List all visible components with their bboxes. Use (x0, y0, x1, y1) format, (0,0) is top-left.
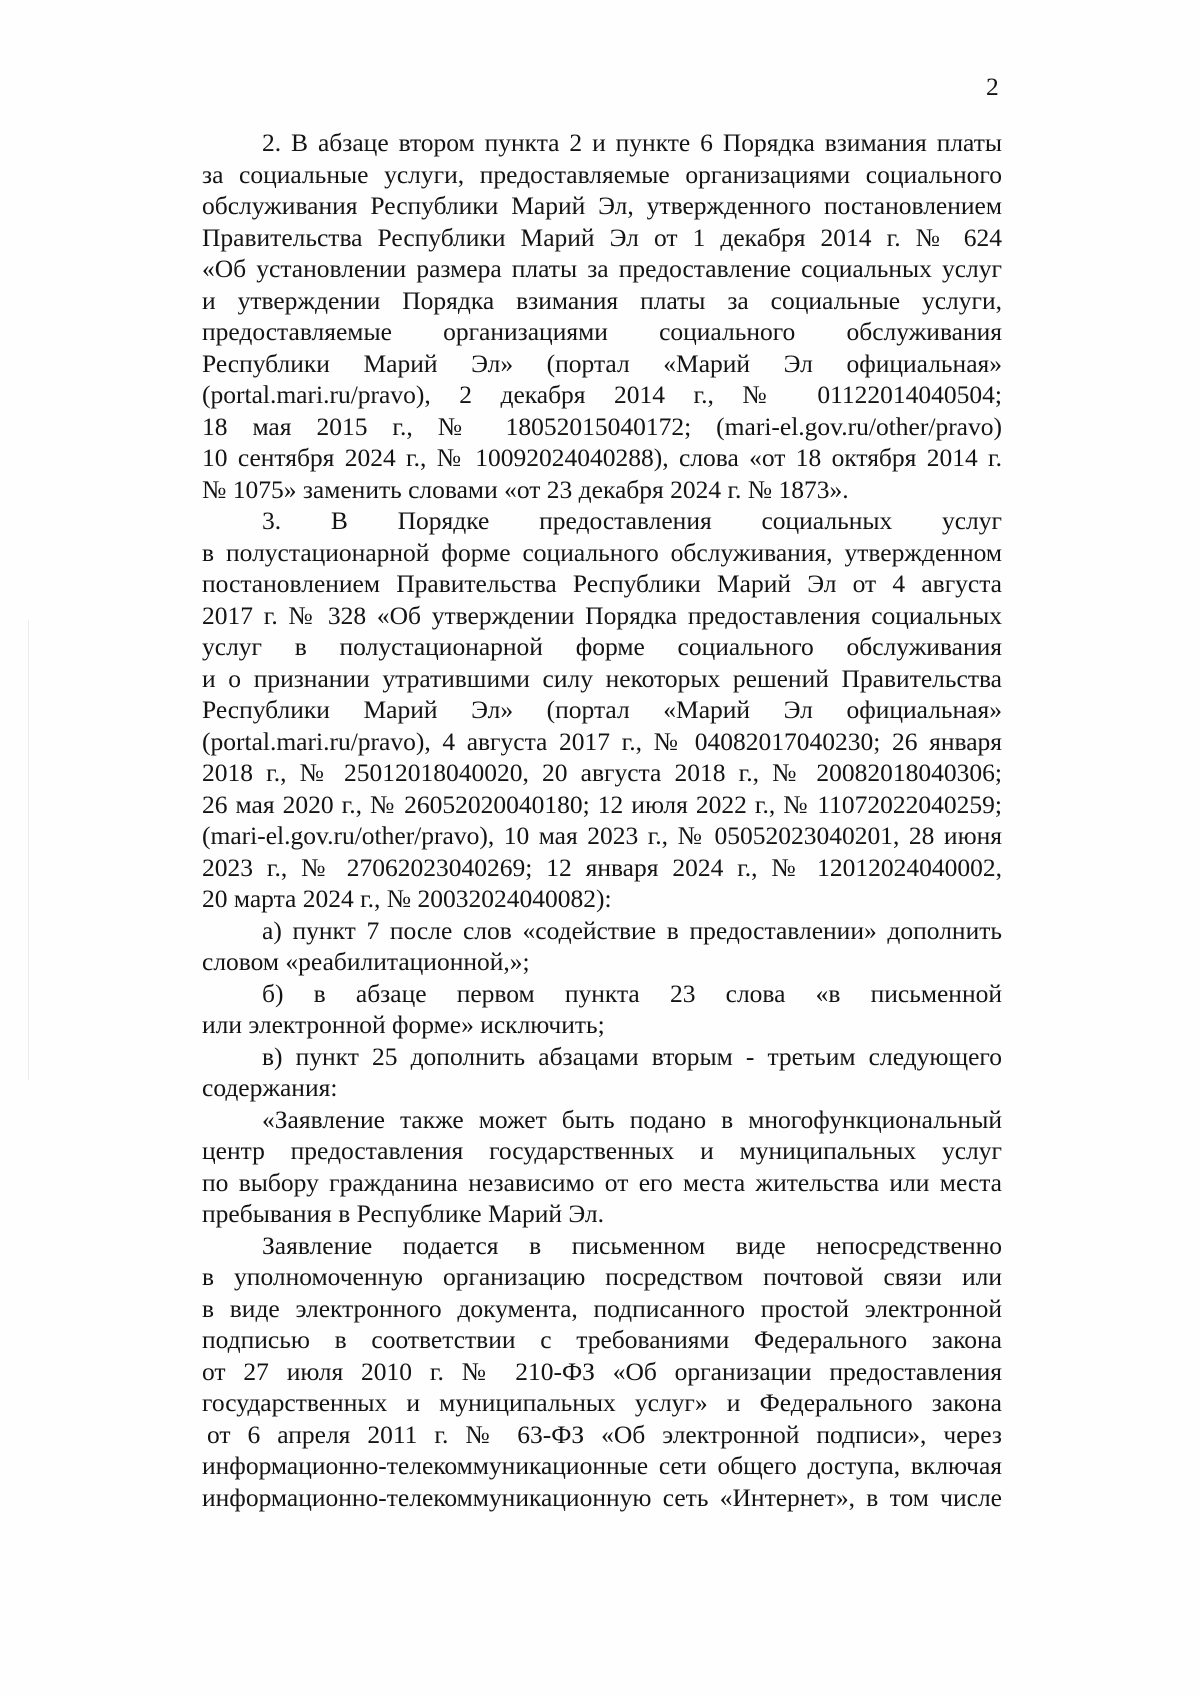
paragraph-item-2 (202, 127, 1002, 505)
paragraph-line: содержания: (202, 1073, 338, 1102)
quoted-paragraph (202, 1104, 1002, 1230)
paragraph-line: обслуживания Республики Марий Эл, утвержденного постановлением (202, 191, 1002, 220)
paragraph-line: 2017 г. № 328 «Об утверждении Порядка предоставления социальных (202, 600, 1002, 630)
page-number: 2 (986, 72, 999, 101)
paragraph-subitem-v (202, 1041, 1002, 1104)
document-body (202, 127, 1002, 1513)
paragraph-line: услуг в полустационарной форме социального обслуживания (202, 632, 1002, 661)
paragraph-line: «Заявление также может быть подано в многофункциональный (262, 1104, 1002, 1134)
paragraph-line: в полустационарной форме социального обслуживания, утвержденном (202, 537, 1002, 567)
paragraph-line: предоставляемые организациями социального обслуживания (202, 317, 1002, 346)
paragraph-line: 10 сентября 2024 г., № 10092024040288), слова «от 18 октября 2014 г. (202, 443, 1002, 472)
paragraph-line: государственных и муниципальных услуг» и Федерального закона (202, 1388, 1002, 1417)
paragraph-line: Республики Марий Эл» (портал «Марий Эл официальная» (202, 348, 1002, 378)
paragraph-line: в) пункт 25 дополнить абзацами вторым - третьим следующего (262, 1041, 1002, 1071)
paragraph-line: от 27 июля 2010 г. № 210-ФЗ «Об организации предоставления (202, 1356, 1002, 1386)
paragraph-line: 2. В абзаце втором пункта 2 и пункте 6 Порядка взимания платы (262, 128, 1002, 157)
paragraph-line: в уполномоченную организацию посредством почтовой связи или (202, 1262, 1002, 1291)
paragraph-line: информационно-телекоммуникационную сеть «Интернет», в том числе (202, 1482, 1002, 1512)
paragraph-line: (portal.mari.ru/pravo), 4 августа 2017 г., № 04082017040230; 26 января (202, 726, 1002, 756)
paragraph-line: 18 мая 2015 г., № 18052015040172; (mari-el.gov.ru/other/pravo) (202, 411, 1002, 441)
paragraph-line: по выбору гражданина независимо от его места жительства или места (202, 1167, 1002, 1197)
paragraph-line: и о признании утратившими силу некоторых решений Правительства (202, 663, 1002, 693)
paragraph-line: б) в абзаце первом пункта 23 слова «в письменной (262, 978, 1002, 1008)
paragraph-line: (portal.mari.ru/pravo), 2 декабря 2014 г., № 01122014040504; (202, 380, 1002, 409)
paragraph-line: информационно-телекоммуникационные сети общего доступа, включая (202, 1451, 1002, 1480)
paragraph-line: в виде электронного документа, подписанного простой электронной (202, 1293, 1002, 1323)
paragraph-line: центр предоставления государственных и муниципальных услуг (202, 1136, 1002, 1165)
paragraph-line: подписью в соответствии с требованиями Федерального закона (202, 1325, 1002, 1354)
paragraph-line: «Об установлении размера платы за предоставление социальных услуг (202, 254, 1002, 283)
quoted-paragraph-continued (202, 1230, 1002, 1514)
paragraph-line: словом «реабилитационной,»; (202, 947, 530, 976)
paragraph-line: за социальные услуги, предоставляемые организациями социального (202, 159, 1002, 189)
paragraph-subitem-b (202, 978, 1002, 1041)
paragraph-subitem-a (202, 915, 1002, 978)
paragraph-line: пребывания в Республике Марий Эл. (202, 1199, 604, 1228)
paragraph-line: 3. В Порядке предоставления социальных услуг (262, 506, 1002, 535)
paragraph-line: Заявление подается в письменном виде непосредственно (262, 1230, 1002, 1260)
paragraph-line: 26 мая 2020 г., № 26052020040180; 12 июля 2022 г., № 11072022040259; (202, 789, 1002, 819)
paragraph-line: 20 марта 2024 г., № 20032024040082): (202, 884, 612, 913)
paragraph-line: № 1075» заменить словами «от 23 декабря 2024 г. № 1873». (202, 474, 849, 504)
paragraph-line: (mari-el.gov.ru/other/pravo), 10 мая 2023 г., № 05052023040201, 28 июня (202, 821, 1002, 850)
paragraph-line: и утверждении Порядка взимания платы за социальные услуги, (202, 285, 1002, 315)
paragraph-line: 2023 г., № 27062023040269; 12 января 2024 г., № 12012024040002, (202, 852, 1002, 882)
scan-edge-line (28, 620, 29, 1080)
paragraph-item-3 (202, 505, 1002, 915)
paragraph-line: Правительства Республики Марий Эл от 1 декабря 2014 г. № 624 (202, 222, 1002, 252)
paragraph-line: постановлением Правительства Республики Марий Эл от 4 августа (202, 569, 1002, 598)
paragraph-line: от 6 апреля 2011 г. № 63-ФЗ «Об электронной подписи», через (207, 1419, 1002, 1449)
paragraph-line: или электронной форме» исключить; (202, 1010, 605, 1039)
paragraph-line: а) пункт 7 после слов «содействие в предоставлении» дополнить (262, 915, 1002, 945)
paragraph-line: 2018 г., № 25012018040020, 20 августа 2018 г., № 20082018040306; (202, 758, 1002, 787)
paragraph-line: Республики Марий Эл» (портал «Марий Эл официальная» (202, 695, 1002, 724)
